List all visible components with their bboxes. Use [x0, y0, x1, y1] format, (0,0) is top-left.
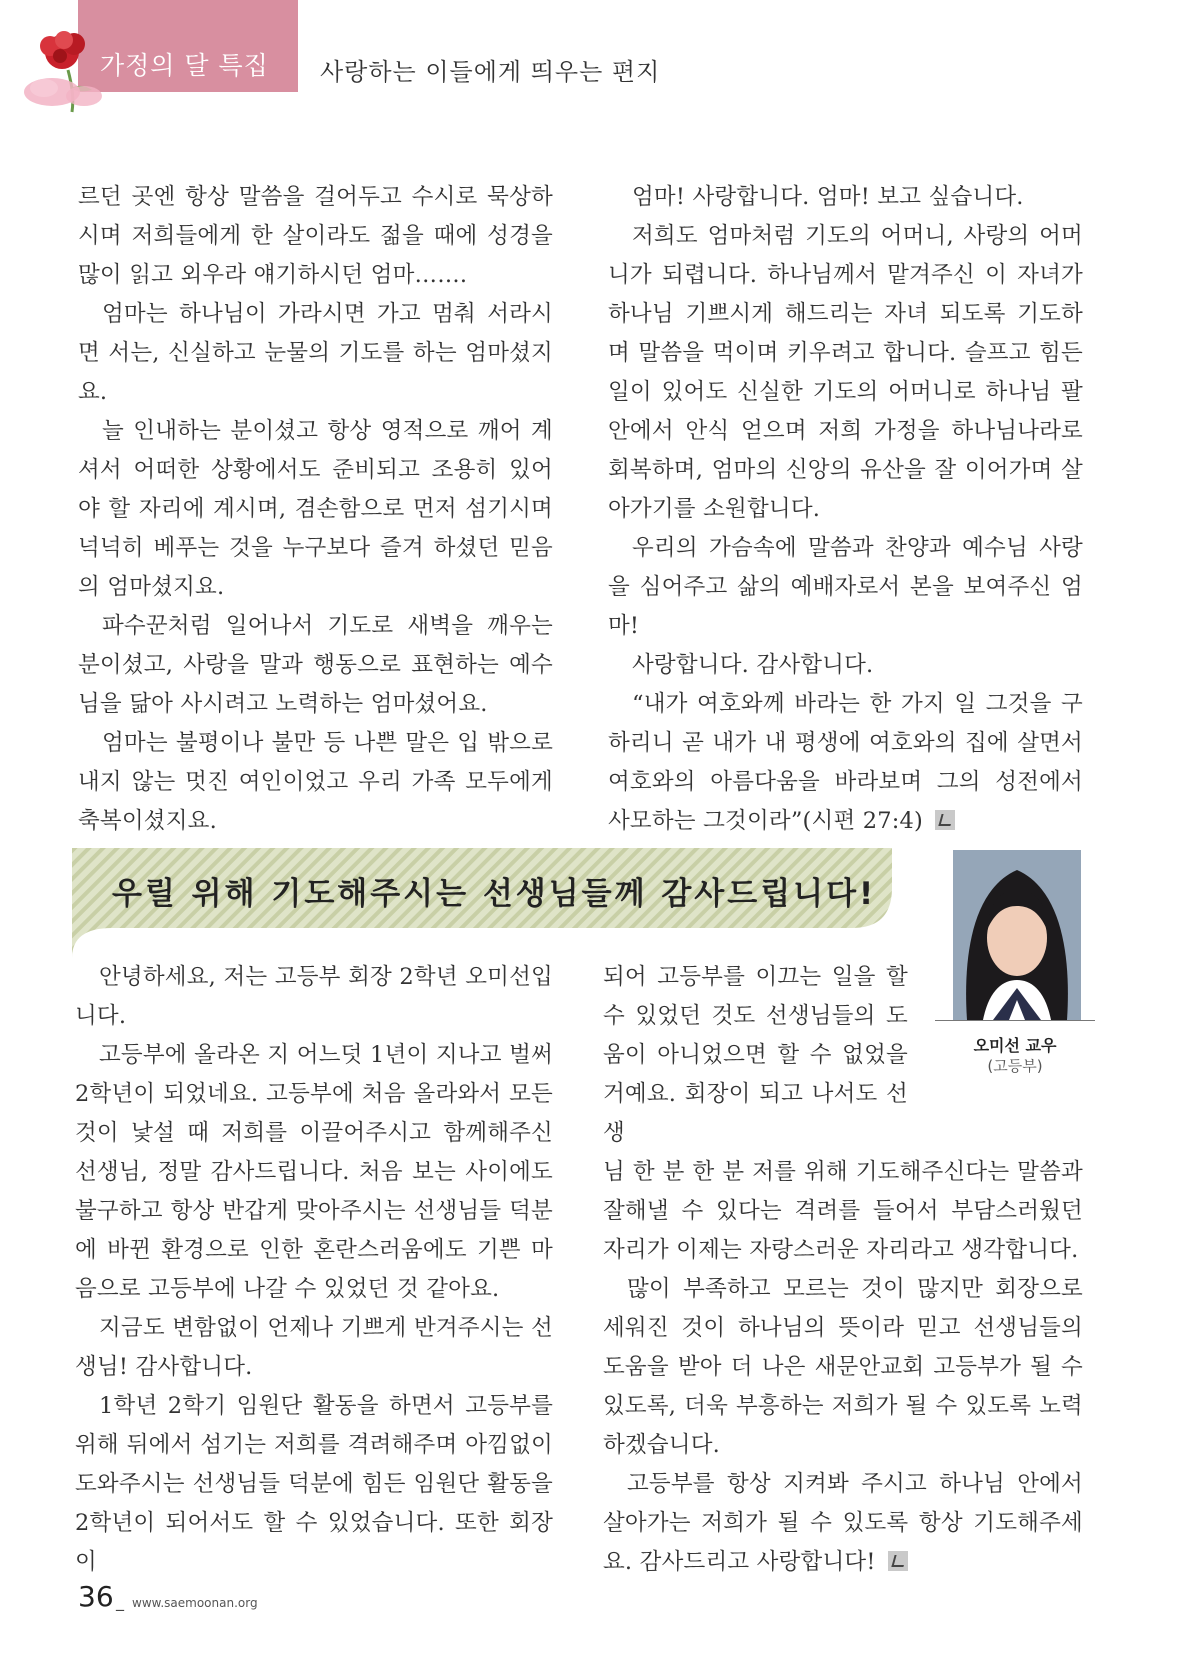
closing-text: 고등부를 항상 지켜봐 주시고 하나님 안에서 살아가는 저희가 될 수 있도록 항상 기도해주세요. 감사드리고 사랑합니다! — [603, 1471, 1083, 1575]
carnation-flower-icon — [22, 30, 112, 115]
paragraph: 1학년 2학기 임원단 활동을 하면서 고등부를 위해 뒤에서 섬기는 저희를 격려해주며 아낌없이 도와주시는 선생님들 덕분에 힘든 임원단 활동을 2학년이 되어서도 할 수 있었습니다. 또한 회장이 — [75, 1393, 553, 1575]
paragraph: 르던 곳엔 항상 말씀을 걸어두고 수시로 묵상하시며 저희들에게 한 살이라도 젊을 때에 성경을 많이 읽고 외우라 얘기하시던 엄마……. — [78, 184, 553, 288]
paragraph-last — [603, 1465, 1083, 1582]
paragraph: 님 한 분 한 분 저를 위해 기도해주신다는 말씀과 잘해낼 수 있다는 격려를 들어서 부담스러웠던 자리가 이제는 자랑스러운 자리라고 생각합니다. — [603, 1159, 1083, 1263]
paragraph: 저희도 엄마처럼 기도의 어머니, 사랑의 어머니가 되렵니다. 하나님께서 맡겨주신 이 자녀가 하나님 기쁘시게 해드리는 자녀 되도록 기도하며 말씀을 먹이며 키우려고 합니다. 슬프고 힘든 일이 있어도 신실한 기도의 어머니로 하나님 팔 안에서 안식 얻으며 저희 가정을 하나님나라로 회복하며, 엄마의 신앙의 유산을 잘 이어가며 살아가기를 소원합니다. — [608, 223, 1083, 522]
paragraph: 엄마는 불평이나 불만 등 나쁜 말은 입 밖으로 내지 않는 멋진 여인이었고 우리 가족 모두에게 축복이셨지요. — [78, 730, 553, 834]
paragraph: 사랑합니다. 감사합니다. — [632, 652, 874, 678]
footer-separator: _ — [116, 1592, 124, 1611]
paragraph: 파수꾼처럼 일어나서 기도로 새벽을 깨우는 분이셨고, 사랑을 말과 행동으로 표현하는 예수님을 닮아 사시려고 노력하는 엄마셨어요. — [78, 613, 553, 717]
paragraph: 우리의 가슴속에 말씀과 찬양과 예수님 사랑을 심어주고 삶의 예배자로서 본을 보여주신 엄마! — [608, 535, 1083, 639]
article2-heading: 우릴 위해 기도해주시는 선생님들께 감사드립니다! — [112, 876, 877, 912]
article2-column-right — [603, 958, 1083, 1582]
article1-column-right — [608, 178, 1083, 841]
paragraph-last — [608, 685, 1083, 841]
author-name: 오미선 교우 — [973, 1036, 1057, 1055]
section-tab-label: 가정의 달 특집 — [100, 51, 269, 80]
article2-column-left — [75, 958, 553, 1582]
paragraph: 늘 인내하는 분이셨고 항상 영적으로 깨어 계셔서 어떠한 상황에서도 준비되고 조용히 있어야 할 자리에 계시며, 겸손함으로 먼저 섬기시며 넉넉히 베푸는 것을 누구보다 즐겨 하셨던 믿음의 엄마셨지요. — [78, 418, 553, 600]
paragraph: 고등부에 올라온 지 어느덧 1년이 지나고 벌써 2학년이 되었네요. 고등부에 처음 올라와서 모든 것이 낯설 때 저희를 이끌어주시고 함께해주신 선생님, 정말 감사드립니다. 처음 보는 사이에도 불구하고 항상 반갑게 맞아주시는 선생님들 덕분에 바뀐 환경으로 인한 혼란스러움에도 기쁜 마음으로 고등부에 나갈 수 있었던 것 같아요. — [75, 1042, 553, 1302]
page-header — [0, 0, 1200, 100]
author-role: (고등부) — [987, 1057, 1043, 1075]
paragraph-wrap-around-photo: 되어 고등부를 이끄는 일을 할 수 있었던 것도 선생님들의 도움이 아니었으면 할 수 없었을 거예요. 회장이 되고 나서도 선생 — [603, 964, 908, 1146]
footer-url: www.saemoonan.org — [132, 1596, 258, 1610]
article1-column-left — [78, 178, 553, 841]
scripture-quote: “내가 여호와께 바라는 한 가지 일 그것을 구하리니 곧 내가 내 평생에 여호와의 집에 살면서 여호와의 아름다움을 바라보며 그의 성전에서 사모하는 그것이라”(시편 27:4) — [608, 691, 1083, 834]
paragraph: 지금도 변함없이 언제나 기쁘게 반겨주시는 선생님! 감사합니다. — [75, 1315, 553, 1380]
paragraph: 엄마는 하나님이 가라시면 가고 멈춰 서라시면 서는, 신실하고 눈물의 기도를 하는 엄마셨지요. — [78, 301, 553, 405]
article-end-mark-icon — [888, 1551, 908, 1571]
paragraph: 안녕하세요, 저는 고등부 회장 2학년 오미선입니다. — [75, 964, 553, 1029]
paragraph: 많이 부족하고 모르는 것이 많지만 회장으로 세워진 것이 하나님의 뜻이라 믿고 선생님들의 도움을 받아 더 나은 새문안교회 고등부가 될 수 있도록, 더욱 부흥하는 저희가 될 수 있도록 노력하겠습니다. — [603, 1276, 1083, 1458]
page-number: 36 — [78, 1580, 114, 1613]
paragraph: 엄마! 사랑합니다. 엄마! 보고 싶습니다. — [632, 184, 1024, 210]
article-end-mark-icon — [935, 810, 955, 830]
header-title: 사랑하는 이들에게 띄우는 편지 — [320, 58, 661, 86]
